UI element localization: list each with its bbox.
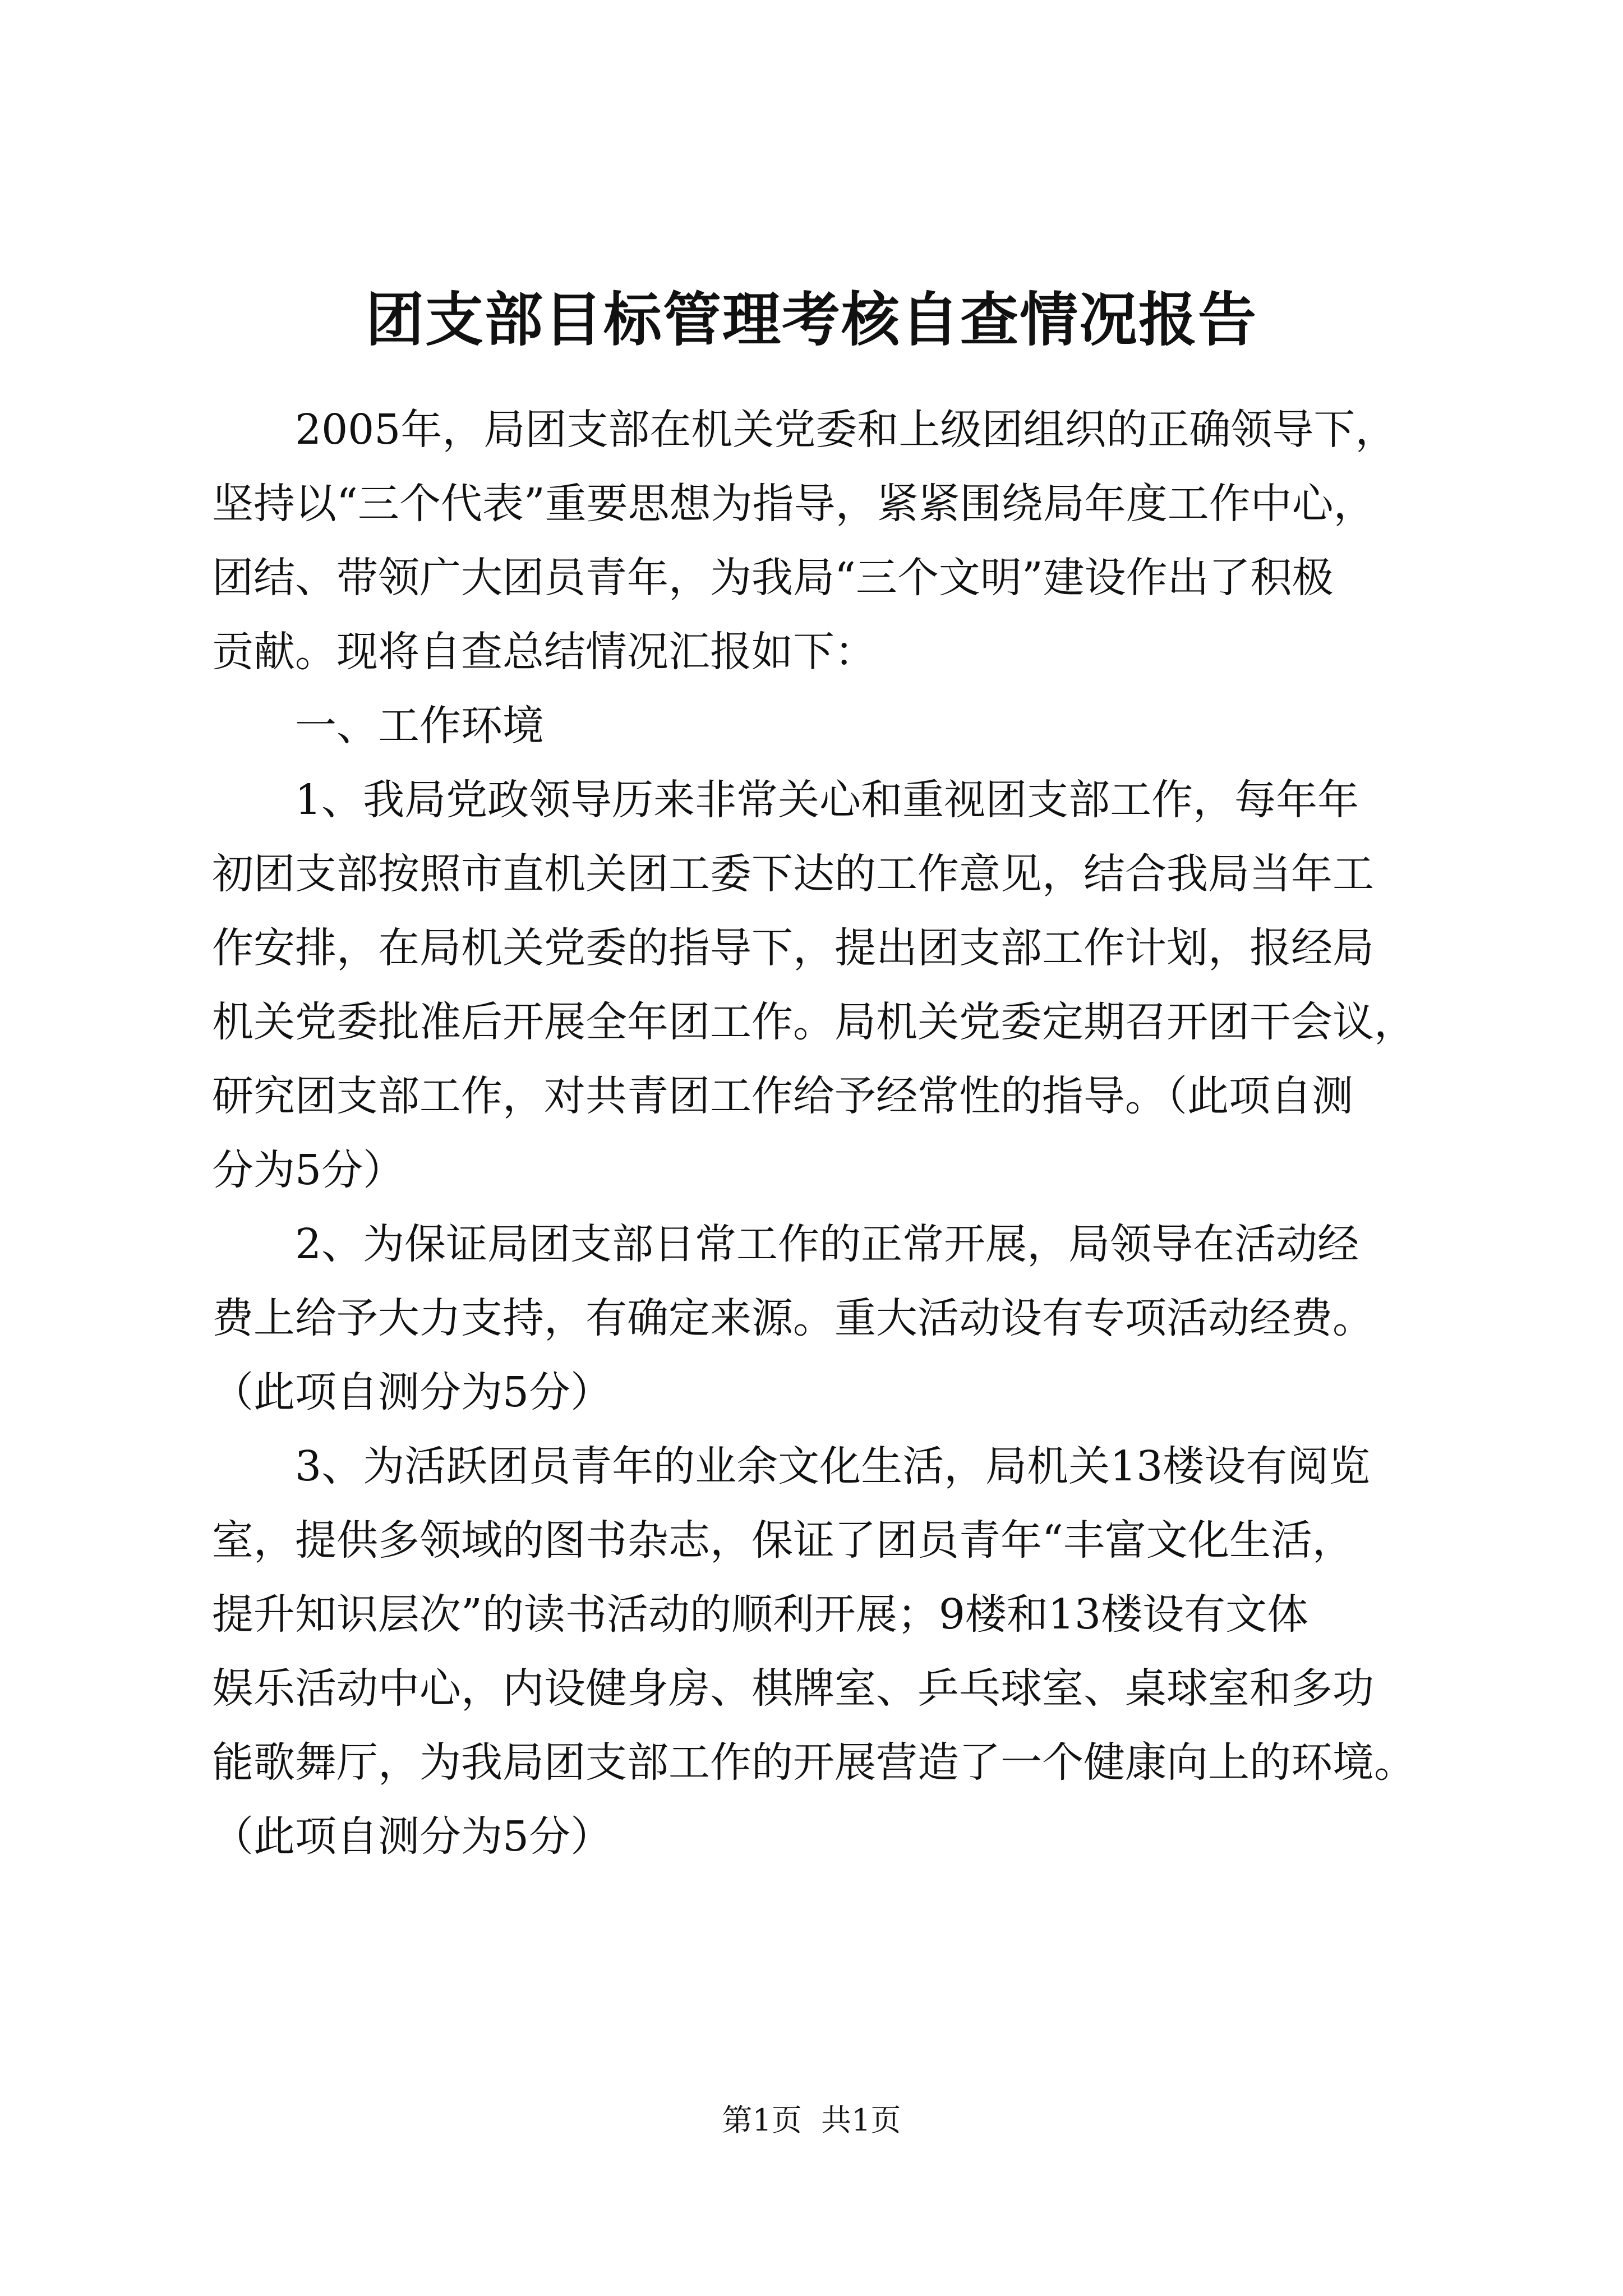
section-heading: 一、工作环境 [212, 702, 544, 750]
document-body [212, 393, 1423, 1874]
body-line: 娱乐活动中心，内设健身房、棋牌室、乒乓球室、桌球室和多功 [212, 1664, 1374, 1713]
body-line: 研究团支部工作，对共青团工作给予经常性的指导。（此项自测 [212, 1072, 1353, 1120]
body-line: 费上给予大力支持，有确定来源。重大活动设有专项活动经费。 [212, 1294, 1374, 1342]
body-line: 机关党委批准后开展全年团工作。局机关党委定期召开团干会议， [212, 998, 1415, 1046]
body-line: 作安排，在局机关党委的指导下，提出团支部工作计划，报经局 [212, 924, 1374, 972]
body-line: 团结、带领广大团员青年，为我局“三个文明”建设作出了积极 [212, 554, 1334, 602]
body-line: 分为5分） [212, 1146, 405, 1194]
body-line: 坚持以“三个代表”重要思想为指导，紧紧围绕局年度工作中心， [212, 480, 1375, 528]
body-line: 能歌舞厅，为我局团支部工作的开展营造了一个健康向上的环境。 [212, 1738, 1415, 1787]
body-line: 2005年，局团支部在机关党委和上级团组织的正确领导下， [212, 406, 1397, 454]
document-title: 团支部目标管理考核自查情况报告 [365, 285, 1257, 354]
body-line: 3、为活跃团员青年的业余文化生活，局机关13楼设有阅览 [212, 1442, 1371, 1490]
body-line: 提升知识层次”的读书活动的顺利开展；9楼和13楼设有文体 [212, 1590, 1309, 1639]
body-line: 1、我局党政领导历来非常关心和重视团支部工作，每年年 [212, 776, 1359, 824]
body-line: 贡献。现将自查总结情况汇报如下： [212, 628, 876, 676]
body-line: （此项自测分为5分） [212, 1368, 612, 1416]
body-line: 初团支部按照市直机关团工委下达的工作意见，结合我局当年工 [212, 850, 1374, 898]
body-line: 2、为保证局团支部日常工作的正常开展，局领导在活动经 [212, 1220, 1359, 1268]
body-line: 室，提供多领域的图书杂志，保证了团员青年“丰富文化生活， [212, 1516, 1354, 1565]
body-line: （此项自测分为5分） [212, 1812, 612, 1861]
page-footer: 第1页 共1页 [722, 2102, 901, 2138]
